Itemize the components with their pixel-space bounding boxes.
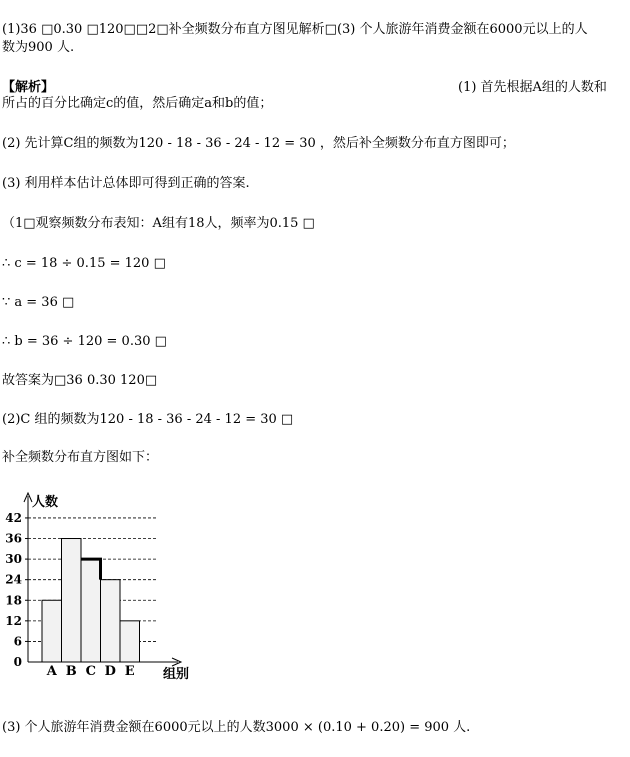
x-tick-label: E xyxy=(124,664,135,679)
x-tick-label: C xyxy=(85,664,96,679)
y-tick-label: 12 xyxy=(5,613,22,628)
y-tick-label: 36 xyxy=(5,531,22,546)
frequency-histogram xyxy=(0,486,230,686)
solution-line-7: 补全频数分布直方图如下： xyxy=(2,450,159,465)
bar-b xyxy=(62,539,82,662)
x-tick-label: B xyxy=(65,664,77,679)
solution-line-4: ∴ b = 36 ÷ 120 = 0.30 □ xyxy=(2,334,167,349)
analysis-step-1: (1) 首先根据A组的人数和 xyxy=(458,80,607,95)
y-tick-label: 30 xyxy=(5,552,22,567)
y-tick-label: 18 xyxy=(5,593,22,608)
analysis-step-1-cont: 所占的百分比确定c的值，然后确定a和b的值； xyxy=(2,96,273,111)
solution-line-2: ∴ c = 18 ÷ 0.15 = 120 □ xyxy=(2,256,166,271)
analysis-step-2: (2) 先计算C组的频数为120 - 18 - 36 - 24 - 12 = 30 ，然后补全频数分布直方图即可； xyxy=(2,136,515,151)
y-axis-label: 人数 xyxy=(32,495,59,510)
bar-d xyxy=(101,580,121,662)
x-tick-label: D xyxy=(104,664,116,679)
x-tick-label: A xyxy=(46,664,57,679)
analysis-step-3: (3) 利用样本估计总体即可得到正确的答案. xyxy=(2,176,250,191)
analysis-heading: 【解析】 xyxy=(2,80,55,95)
y-tick-label: 24 xyxy=(5,572,22,587)
bar-e xyxy=(120,621,140,662)
y-tick-label: 6 xyxy=(13,634,22,649)
answer-line-1: (1)36 □0.30 □120□□2□补全频数分布直方图见解析□(3) 个人旅游年消费金额在6000元以上的人 xyxy=(2,22,588,37)
solution-line-5: 故答案为□36 0.30 120□ xyxy=(2,373,158,388)
bar-c xyxy=(81,559,101,662)
y-tick-label: 42 xyxy=(5,510,22,525)
y-tick-label: 0 xyxy=(13,655,22,669)
solution-line-6: (2)C 组的频数为120 - 18 - 36 - 24 - 12 = 30 □ xyxy=(2,412,294,427)
solution-line-8: (3) 个人旅游年消费金额在6000元以上的人数3000 × (0.10 + 0.20) = 900 人. xyxy=(2,720,471,735)
bar-a xyxy=(42,600,62,662)
solution-line-1: （1□观察频数分布表知：A组有18人，频率为0.15 □ xyxy=(2,216,315,231)
solution-line-3: ∵ a = 36 □ xyxy=(2,295,75,310)
answer-line-2: 数为900 人. xyxy=(2,40,75,55)
x-axis-label: 组别 xyxy=(163,667,190,682)
